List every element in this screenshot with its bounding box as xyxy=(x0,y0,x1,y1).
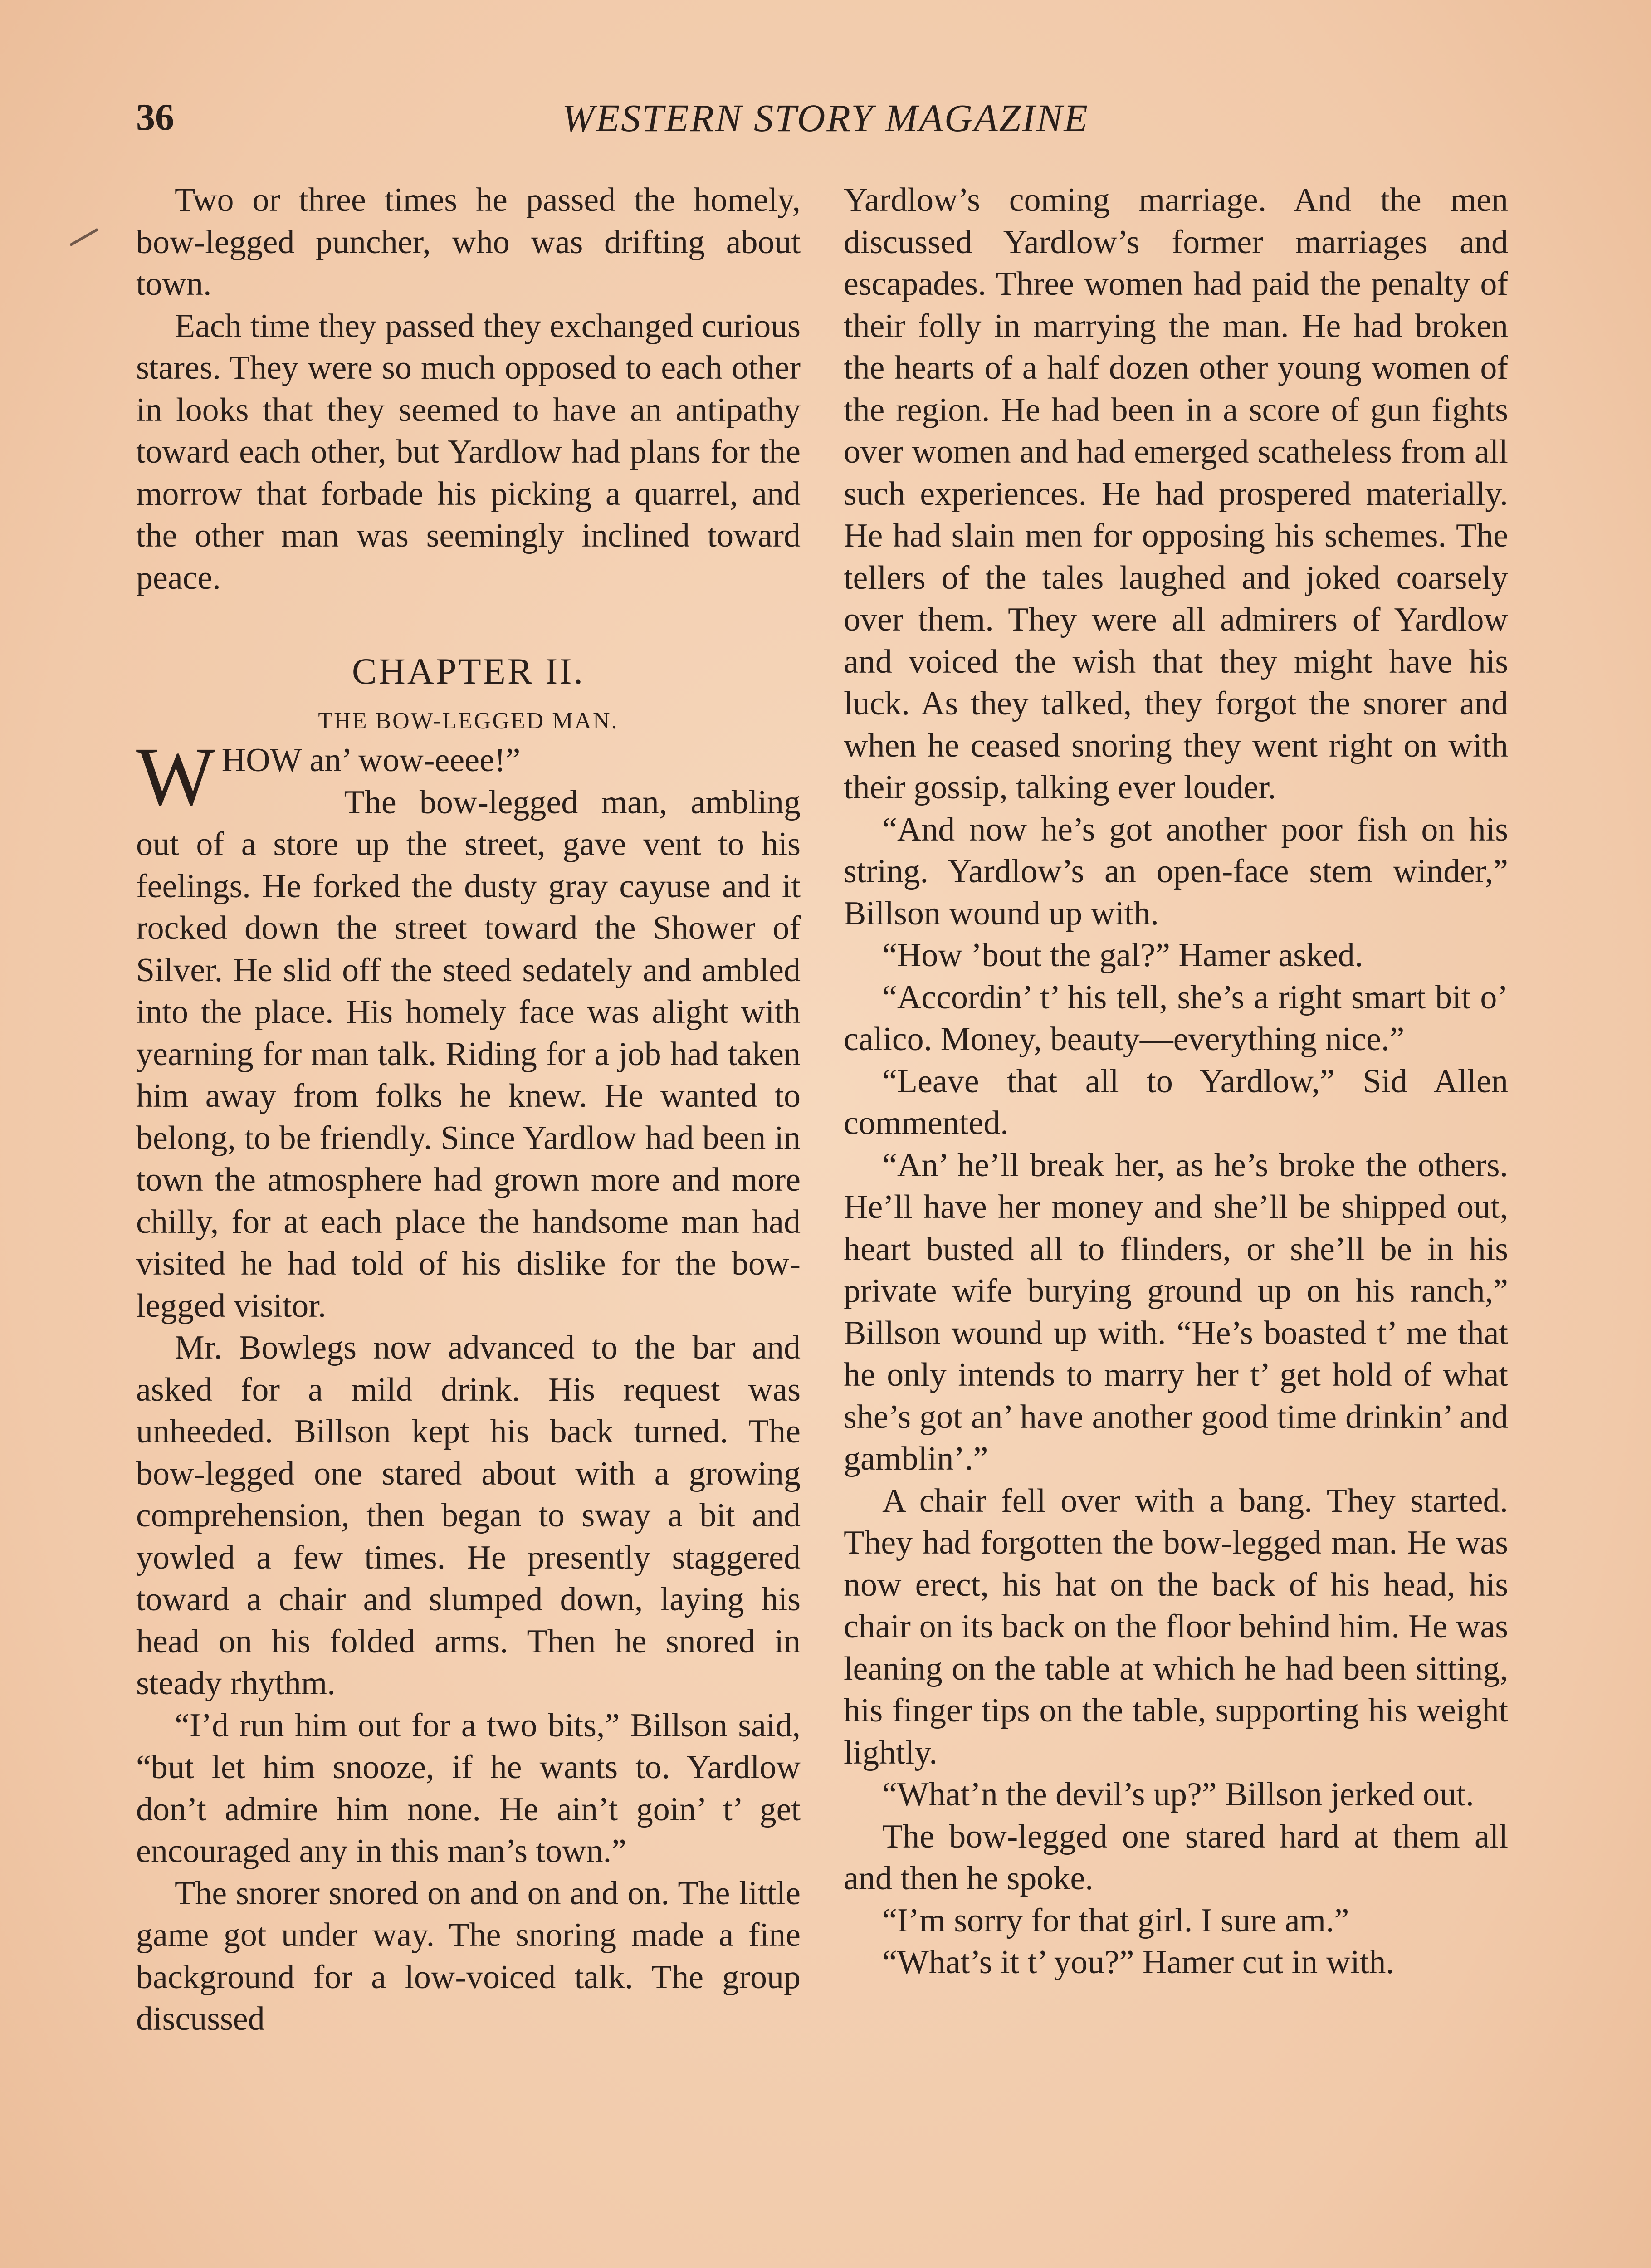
page-number: 36 xyxy=(136,96,174,138)
opening-line: HOW an’ wow-eeee!” xyxy=(221,742,521,779)
running-title: WESTERN STORY MAGAZINE xyxy=(562,96,1089,140)
paragraph: A chair fell over with a bang. They started. They had forgotten the bow-legged man. He was now erect, his hat on the back of his head, his chair on its back on the floor behind him. He was leaning on the table at which he had been sitting, his finger tips on the table, supporting his weight lightly. xyxy=(844,1482,1508,1771)
left-column xyxy=(136,179,801,2040)
right-column xyxy=(844,179,1508,1984)
paragraph: “What’s it t’ you?” Hamer cut in with. xyxy=(882,1944,1394,1981)
paragraph: “An’ he’ll break her, as he’s broke the others. He’ll have her money and she’ll be shipped out, heart busted all to flinders, or she’ll be in his private wife burying ground up on his ranch,” Billson wound up with. “He’s boasted t’ me that he only intends to marry her t’ get hold of what she’s got an’ have another good time drinkin’ and gamblin’.” xyxy=(844,1146,1508,1477)
paragraph: “What’n the devil’s up?” Billson jerked out. xyxy=(882,1776,1474,1813)
chapter-opening-paragraph xyxy=(136,730,801,1327)
paragraph: Mr. Bowlegs now advanced to the bar and asked for a mild drink. His request was unheeded. Billson kept his back turned. The bow-legged one stared about with a growing comprehension, then began to sway a bit and yowled a few times. He presently staggered toward a chair and slumped down, laying his head on his folded arms. Then he snored in steady rhythm. xyxy=(136,1329,801,1702)
paragraph: “Leave that all to Yardlow,” Sid Allen commented. xyxy=(844,1062,1508,1142)
paragraph: “I’m sorry for that girl. I sure am.” xyxy=(882,1901,1349,1939)
opening-text: The bow-legged man, ambling out of a store up the street, gave vent to his feelings. He forked the dusty gray cayuse and it rocked down the street toward the Shower of Silver. He slid off the steed sedately and ambled into the place. His homely face was alight with yearning for man talk. Riding for a job had taken him away from folks he knew. He wanted to belong, to be friendly. Since Yardlow had been in town the atmosphere had grown more and more chilly, for at each place the handsome man had visited he had told of his dislike for the bow-legged visitor. xyxy=(136,783,801,1325)
paragraph: Yardlow’s coming marriage. And the men discussed Yardlow’s former marriages and escapades. Three women had paid the penalty of their folly in marrying the man. He had broken the hearts of a half dozen other young women of the region. He had been in a score of gun fights over women and had emerged scatheless from all such experiences. He had prospered materially. He had slain men for opposing his schemes. The tellers of the tales laughed and joked coarsely over them. They were all admirers of Yardlow and voiced the wish that they might have his luck. As they talked, they forgot the snorer and when he ceased snoring they went right on with their gossip, talking ever louder. xyxy=(844,181,1508,806)
paragraph: Each time they passed they exchanged curious stares. They were so much opposed to each other in looks that they seemed to have an antipathy toward each other, but Yardlow had plans for the morrow that forbade his picking a quarrel, and the other man was seemingly inclined toward peace. xyxy=(136,307,801,596)
paragraph: The bow-legged one stared hard at them all and then he spoke. xyxy=(844,1818,1508,1897)
paragraph: “Accordin’ t’ his tell, she’s a right smart bit o’ calico. Money, beauty—everything nice.” xyxy=(844,978,1508,1058)
paragraph: “I’d run him out for a two bits,” Billson said, “but let him snooze, if he wants to. Yardlow don’t admire him none. He ain’t goin’ t’ get encouraged any in this man’s town.” xyxy=(136,1706,801,1870)
chapter-title: CHAPTER II. xyxy=(352,650,585,692)
drop-cap: W xyxy=(136,730,215,823)
paragraph: Two or three times he passed the homely, bow-legged puncher, who was drifting about town. xyxy=(136,181,801,303)
page-header xyxy=(136,95,1515,150)
paragraph: The snorer snored on and on and on. The little game got under way. The snoring made a fine background for a low-voiced talk. The group discussed xyxy=(136,1874,801,2038)
ink-mark xyxy=(69,228,98,246)
chapter-subtitle: THE BOW-LEGGED MAN. xyxy=(318,708,619,734)
paragraph: “And now he’s got another poor fish on his string. Yardlow’s an open-face stem winder,” Billson wound up with. xyxy=(844,811,1508,932)
paragraph: “How ’bout the gal?” Hamer asked. xyxy=(882,937,1363,974)
